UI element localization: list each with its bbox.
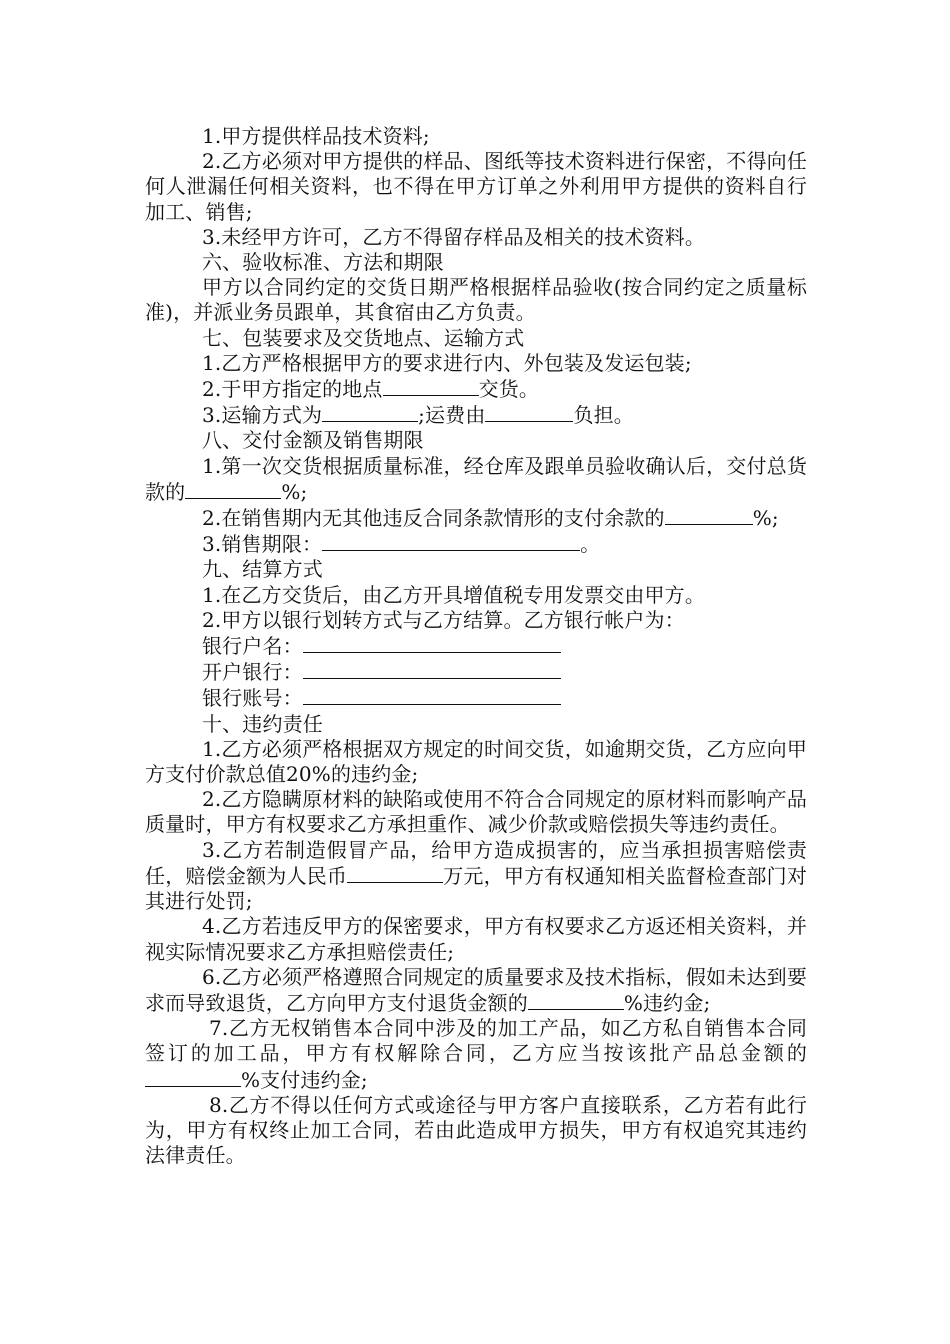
section-heading-acceptance: 六、验收标准、方法和期限 [202,250,444,275]
blank-bank-account-name[interactable] [303,633,561,653]
blank-first-payment-percent[interactable] [185,479,281,499]
clause-transport: 3.运输方式为 ;运费由 负担。 [202,403,634,428]
clause-first-payment: 1.第一次交货根据质量标准，经仓库及跟单员验收确认后，交付总货款的 %; [145,453,807,504]
field-bank-account-name: 银行户名： [145,633,807,659]
clause-no-direct-contact: 8.乙方不得以任何方式或途径与甲方客户直接联系，乙方若有此行为，甲方有权终止加工合同，若由此造成甲方损失，甲方有权追究其违约法律责任。 [145,1092,807,1168]
field-bank-name: 开户银行： [145,659,807,685]
blank-sales-penalty-percent[interactable] [145,1067,241,1087]
section-heading-liability: 十、违约责任 [202,711,323,736]
clause-unauthorized-sales: 7.乙方无权销售本合同中涉及的加工产品，如乙方私自销售本合同签订的加工品，甲方有权解除合同，乙方应当按该批产品总金额的%支付违约金; [145,1016,807,1092]
blank-delivery-location[interactable] [383,376,479,396]
clause-invoice: 1.在乙方交货后，由乙方开具增值税专用发票交由甲方。 [202,582,705,607]
section-heading-payment-period: 八、交付金额及销售期限 [202,428,424,453]
clause-balance-payment: 2.在销售期内无其他违反合同条款情形的支付余款的 %; [202,506,779,531]
clause-delivery-location: 2.于甲方指定的地点 交货。 [202,377,540,402]
blank-freight-payer[interactable] [485,402,573,422]
blank-sales-period[interactable] [322,531,580,551]
clause-counterfeit: 3.乙方若制造假冒产品，给甲方造成损害的，应当承担损害赔偿责任，赔偿金额为人民币 万元，甲方有权通知相关监督检查部门对其进行处罚; [145,837,808,914]
clause-confidentiality: 2.乙方必须对甲方提供的样品、图纸等技术资料进行保密，不得向任何人泄漏任何相关资料，也不得在甲方订单之外利用甲方提供的资料自行加工、销售; [145,149,807,224]
blank-bank-account-number[interactable] [303,685,561,705]
blank-return-penalty-percent[interactable] [528,990,624,1010]
clause-quality-return: 6.乙方必须严格遵照合同规定的质量要求及技术指标，假如未达到要求而导致退货，乙方向甲方支付退货金额的 %违约金; [145,964,807,1015]
blank-bank-name[interactable] [303,659,561,679]
blank-transport-method[interactable] [322,402,418,422]
clause-no-retain-samples: 3.未经甲方许可，乙方不得留存样品及相关的技术资料。 [202,224,705,249]
clause-confidentiality-breach: 4.乙方若违反甲方的保密要求，甲方有权要求乙方返还相关资料，并视实际情况要求乙方承担赔偿责任; [145,914,807,964]
clause-late-delivery: 1.乙方必须严格根据双方规定的时间交货，如逾期交货，乙方应向甲方支付价款总值20%的违约金; [145,736,807,787]
clause-material-defects: 2.乙方隐瞒原材料的缺陷或使用不符合合同规定的原材料而影响产品质量时，甲方有权要求乙方承担重作、减少价款或赔偿损失等违约责任。 [145,787,807,837]
clause-sales-period: 3.销售期限： 。 [202,532,601,557]
blank-balance-percent[interactable] [665,505,753,525]
clause-bank-transfer: 2.甲方以银行划转方式与乙方结算。乙方银行帐户为： [202,607,685,632]
section-heading-settlement: 九、结算方式 [202,557,323,582]
field-bank-account-number: 银行账号： [145,685,807,711]
clause-acceptance-standard: 甲方以合同约定的交货日期严格根据样品验收(按合同约定之质量标准)，并派业务员跟单，其食宿由乙方负责。 [145,275,807,325]
contract-body [145,124,807,1168]
clause-sample-provided: 1.甲方提供样品技术资料; [202,124,430,148]
clause-packaging: 1.乙方严格根据甲方的要求进行内、外包装及发运包装; [202,350,692,375]
blank-compensation-amount[interactable] [347,863,443,883]
section-heading-packaging: 七、包装要求及交货地点、运输方式 [202,325,525,350]
